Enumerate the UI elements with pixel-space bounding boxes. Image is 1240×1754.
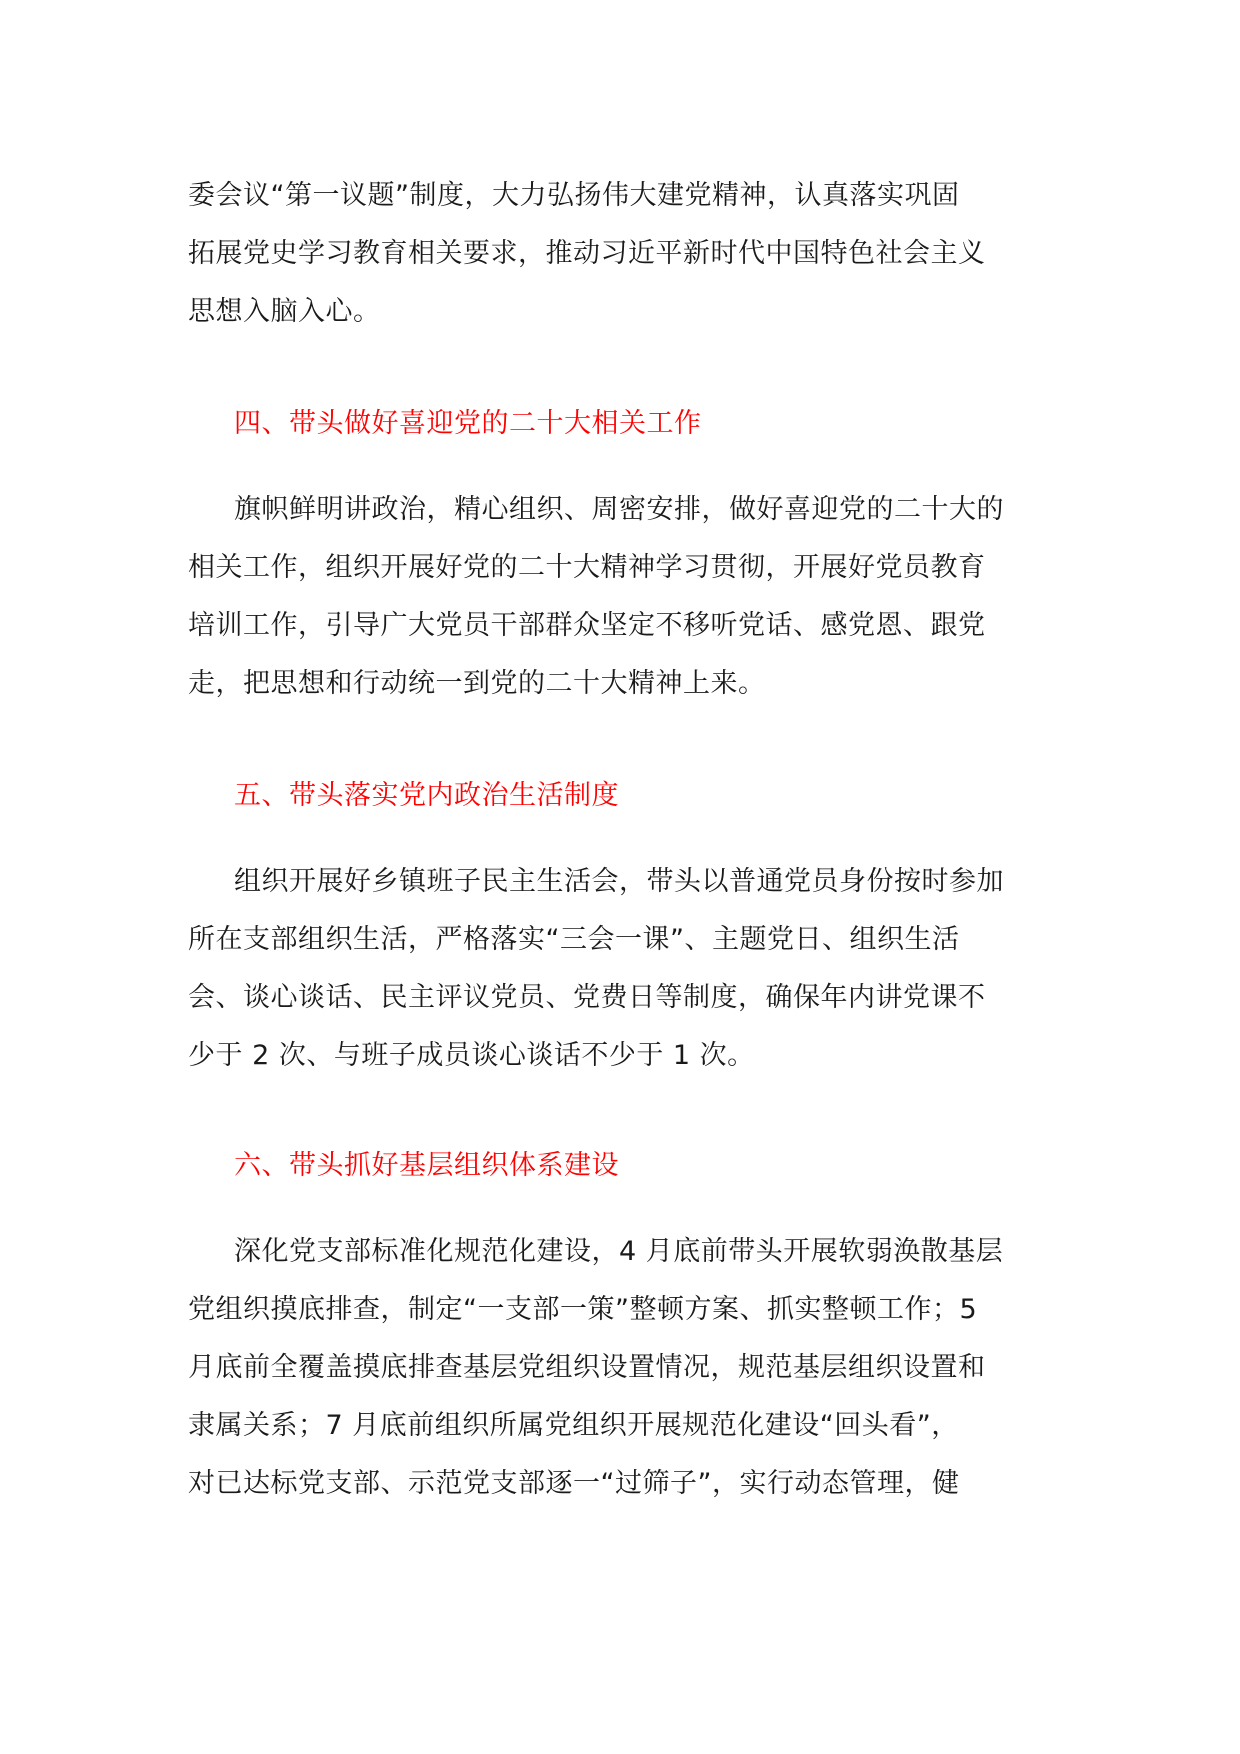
paragraph-line: 培训工作，引导广大党员干部群众坚定不移听党话、感党恩、跟党 [188, 610, 986, 641]
paragraph-line: 委会议“第一议题”制度，大力弘扬伟大建党精神，认真落实巩固 [188, 180, 960, 211]
paragraph-line: 走，把思想和行动统一到党的二十大精神上来。 [188, 668, 766, 699]
paragraph-line: 所在支部组织生活，严格落实“三会一课”、主题党日、组织生活 [188, 924, 960, 955]
section-heading-5: 五、带头落实党内政治生活制度 [234, 780, 619, 811]
section-heading-4: 四、带头做好喜迎党的二十大相关工作 [234, 408, 702, 439]
paragraph-line: 思想入脑入心。 [188, 296, 381, 327]
paragraph-line: 党组织摸底排查，制定“一支部一策”整顿方案、抓实整顿工作；5 [188, 1294, 978, 1325]
paragraph-line: 拓展党史学习教育相关要求，推动习近平新时代中国特色社会主义 [188, 238, 986, 269]
paragraph-line: 对已达标党支部、示范党支部逐一“过筛子”，实行动态管理，健 [188, 1468, 960, 1499]
paragraph-line: 月底前全覆盖摸底排查基层党组织设置情况，规范基层组织设置和 [188, 1352, 986, 1383]
paragraph-line: 隶属关系；7 月底前组织所属党组织开展规范化建设“回头看”， [188, 1410, 959, 1441]
paragraph-line: 组织开展好乡镇班子民主生活会，带头以普通党员身份按时参加 [234, 866, 1004, 897]
paragraph-line: 会、谈心谈话、民主评议党员、党费日等制度，确保年内讲党课不 [188, 982, 986, 1013]
paragraph-line: 旗帜鲜明讲政治，精心组织、周密安排，做好喜迎党的二十大的 [234, 494, 1004, 525]
paragraph-line: 深化党支部标准化规范化建设，4 月底前带头开展软弱涣散基层 [234, 1236, 1004, 1267]
section-heading-6: 六、带头抓好基层组织体系建设 [234, 1150, 619, 1181]
paragraph-line: 少于 2 次、与班子成员谈心谈话不少于 1 次。 [188, 1040, 755, 1071]
paragraph-line: 相关工作，组织开展好党的二十大精神学习贯彻，开展好党员教育 [188, 552, 986, 583]
